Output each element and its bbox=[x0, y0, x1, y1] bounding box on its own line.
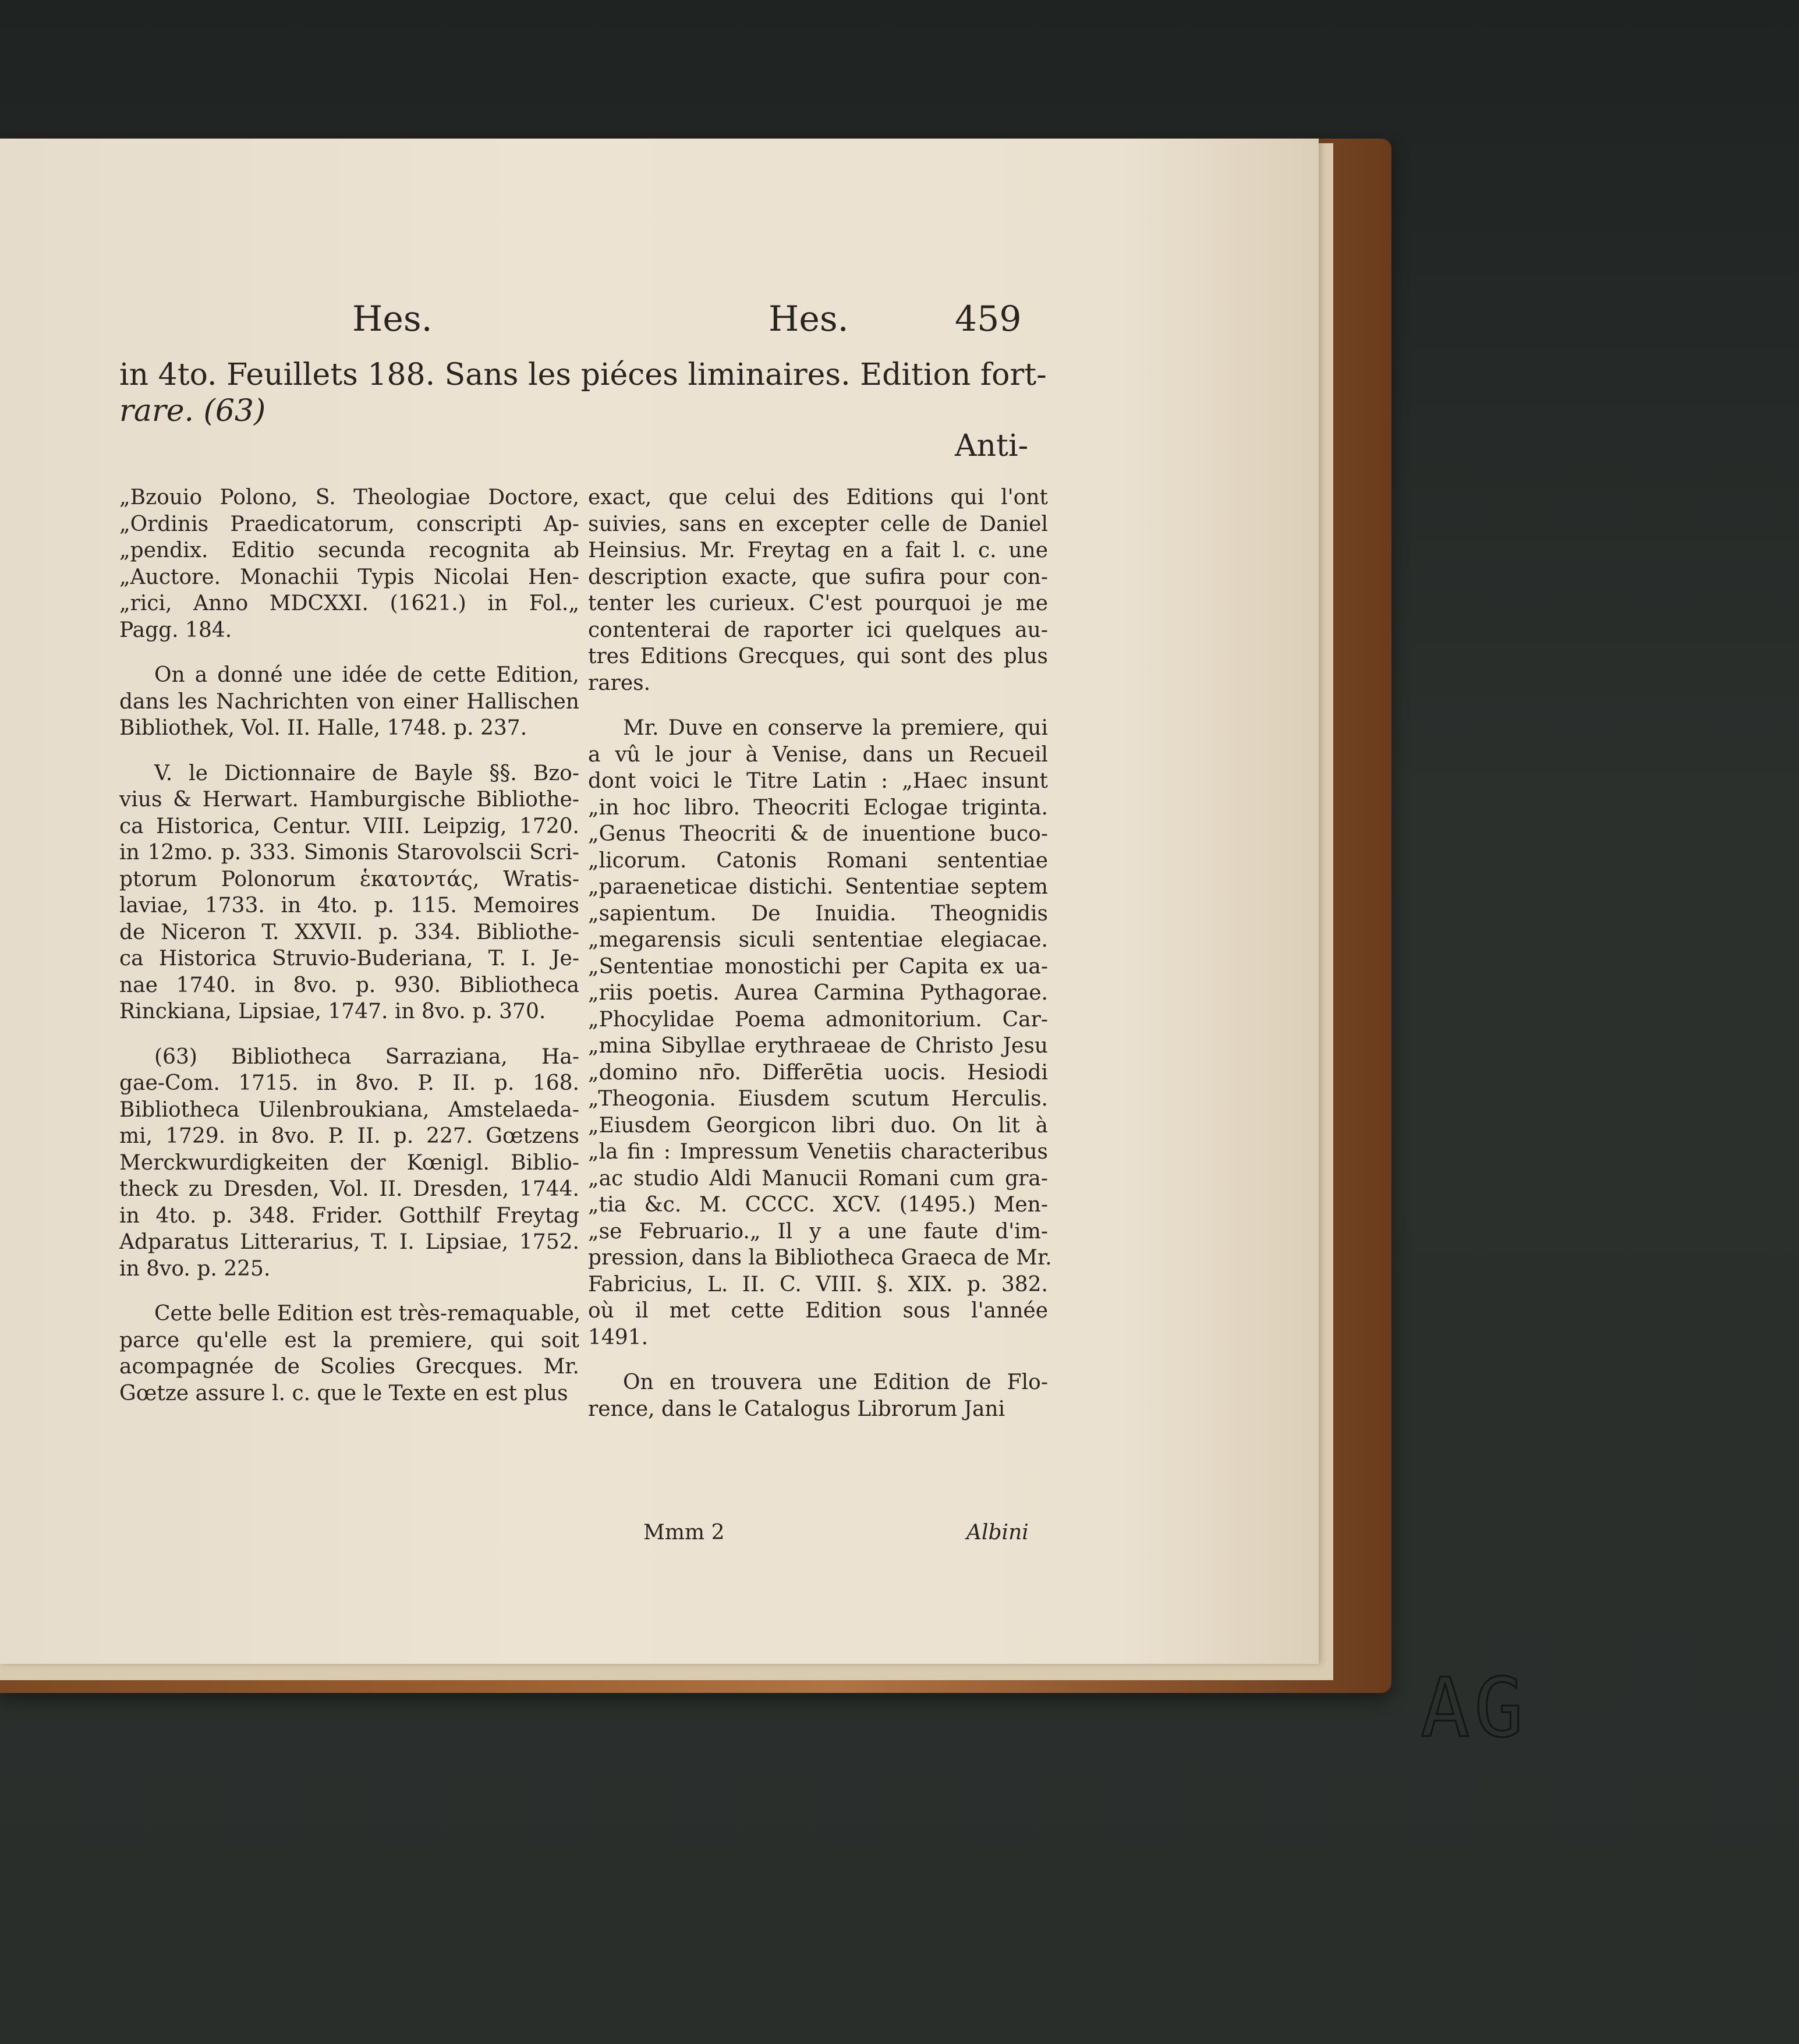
text-line: Bibliotheca Uilenbroukiana, Amstelaeda- bbox=[119, 1097, 579, 1122]
paragraph-gap bbox=[588, 696, 1048, 715]
text-line: Cette belle Edition est très-remaquable, bbox=[154, 1302, 581, 1326]
intro-line-2: rare. (63) bbox=[119, 394, 266, 428]
text-line: Gœtze assure l. c. que le Texte en est plus bbox=[119, 1381, 568, 1405]
text-line: „rici, Anno MDCXXI. (1621.) in Fol.„ bbox=[119, 591, 579, 615]
text-line: tres Editions Grecques, qui sont des plus bbox=[588, 644, 1048, 668]
text-line: dont voici le Titre Latin : „Haec insunt bbox=[588, 769, 1048, 793]
scanner-edge-ruler bbox=[1764, 0, 1799, 2044]
text-line: exact, que celui des Editions qui l'ont bbox=[588, 486, 1048, 509]
text-line: „sapientum. De Inuidia. Theognidis bbox=[588, 901, 1048, 926]
text-line: „la fin : Impressum Venetiis characteribus bbox=[588, 1140, 1048, 1164]
text-line: „pendix. Editio secunda recognita ab bbox=[119, 539, 579, 562]
text-line: „in hoc libro. Theocriti Eclogae triginta. bbox=[588, 795, 1048, 820]
text-line: V. le Dictionnaire de Bayle §§. Bzo- bbox=[154, 761, 579, 785]
text-line: Pagg. 184. bbox=[119, 618, 232, 642]
intro-line-1: in 4to. Feuillets 188. Sans les piéces liminaires. Edition fort- bbox=[119, 357, 1047, 392]
text-line: „paraeneticae distichi. Sententiae septem bbox=[588, 875, 1048, 899]
text-line: rence, dans le Catalogus Librorum Jani bbox=[588, 1397, 1005, 1421]
text-line: ptorum Polonorum ἑκατοντάς, Wratis- bbox=[119, 867, 579, 891]
text-line: acompagnée de Scolies Grecques. Mr. bbox=[119, 1355, 579, 1379]
scan-stamp: AG bbox=[1421, 1661, 1528, 1756]
text-line: pression, dans la Bibliotheca Graeca de Mr. bbox=[588, 1246, 1052, 1270]
text-line: Heinsius. Mr. Freytag en a fait l. c. une bbox=[588, 539, 1048, 562]
text-line: Merckwurdigkeiten der Kœnigl. Biblio- bbox=[119, 1150, 579, 1175]
text-line: „Phocylidae Poema admonitorium. Car- bbox=[588, 1007, 1048, 1032]
text-line: in 4to. p. 348. Frider. Gotthilf Freytag bbox=[119, 1203, 579, 1228]
catchword-top: Anti- bbox=[955, 428, 1029, 463]
paragraph-gap bbox=[119, 1025, 579, 1044]
text-line: vius & Herwart. Hamburgische Bibliothe- bbox=[119, 788, 579, 812]
paragraph-gap bbox=[119, 1282, 579, 1301]
text-line: rares. bbox=[588, 671, 651, 695]
right-column bbox=[588, 484, 1052, 1422]
text-line: description exacte, que sufira pour con- bbox=[588, 565, 1048, 589]
text-line: „Genus Theocriti & de inuentione buco- bbox=[588, 822, 1048, 846]
text-line: parce qu'elle est la premiere, qui soit bbox=[119, 1328, 579, 1352]
signature-mark: Mmm 2 bbox=[643, 1521, 725, 1544]
text-line: de Niceron T. XXVII. p. 334. Bibliothe- bbox=[119, 920, 579, 944]
text-line: (63) Bibliotheca Sarraziana, Ha- bbox=[154, 1044, 579, 1069]
catchword-bottom: Albini bbox=[966, 1521, 1029, 1544]
text-line: Rinckiana, Lipsiae, 1747. in 8vo. p. 370. bbox=[119, 1000, 546, 1023]
text-line: in 8vo. p. 225. bbox=[119, 1256, 271, 1281]
left-column bbox=[119, 484, 579, 1407]
text-line: „Auctore. Monachii Typis Nicolai Hen- bbox=[119, 565, 579, 589]
text-line: 1491. bbox=[588, 1325, 649, 1349]
running-head-left: Hes. bbox=[352, 299, 433, 339]
text-line: tenter les curieux. C'est pourquoi je me bbox=[588, 591, 1048, 615]
text-line: in 12mo. p. 333. Simonis Starovolscii Scri- bbox=[119, 841, 579, 865]
book-page bbox=[0, 139, 1319, 1664]
text-line: a vû le jour à Venise, dans un Recueil bbox=[588, 742, 1048, 767]
text-line: „megarensis siculi sententiae elegiacae. bbox=[588, 928, 1048, 952]
text-line: „Sententiae monostichi per Capita ex ua- bbox=[588, 954, 1048, 979]
text-line: „Bzouio Polono, S. Theologiae Doctore, bbox=[119, 486, 579, 509]
text-line: où il met cette Edition sous l'année bbox=[588, 1299, 1048, 1323]
text-line: laviae, 1733. in 4to. p. 115. Memoires bbox=[119, 894, 579, 918]
text-line: ca Historica Struvio-Buderiana, T. I. Je- bbox=[119, 947, 579, 970]
text-line: „tia &c. M. CCCC. XCV. (1495.) Men- bbox=[588, 1193, 1048, 1217]
text-line: „Eiusdem Georgicon libri duo. On lit à bbox=[588, 1113, 1048, 1138]
text-line: On en trouvera une Edition de Flo- bbox=[623, 1370, 1048, 1394]
text-line: suivies, sans en excepter celle de Daniel bbox=[588, 512, 1048, 536]
running-head-center: Hes. bbox=[769, 299, 849, 339]
text-line: „se Februario.„ Il y a une faute d'im- bbox=[588, 1219, 1048, 1244]
text-line: „riis poetis. Aurea Carmina Pythagorae. bbox=[588, 981, 1048, 1005]
text-line: Mr. Duve en conserve la premiere, qui bbox=[623, 716, 1048, 740]
text-line: „mina Sibyllae erythraeae de Christo Jesu bbox=[588, 1034, 1048, 1058]
text-line: „licorum. Catonis Romani sententiae bbox=[588, 848, 1048, 873]
text-line: „domino nr̄o. Differētia uocis. Hesiodi bbox=[588, 1060, 1048, 1085]
text-line: dans les Nachrichten von einer Hallischen bbox=[119, 689, 579, 714]
paragraph-gap bbox=[588, 1351, 1048, 1369]
paragraph-gap bbox=[119, 643, 579, 662]
text-line: „ac studio Aldi Manucii Romani cum gra- bbox=[588, 1166, 1048, 1191]
paragraph-gap bbox=[119, 742, 579, 760]
text-line: „Theogonia. Eiusdem scutum Herculis. bbox=[588, 1087, 1048, 1111]
text-line: On a donné une idée de cette Edition, bbox=[154, 663, 579, 687]
text-line: ca Historica, Centur. VIII. Leipzig, 1720. bbox=[119, 814, 579, 838]
text-line: Bibliothek, Vol. II. Halle, 1748. p. 237. bbox=[119, 716, 527, 740]
text-line: gae-Com. 1715. in 8vo. P. II. p. 168. bbox=[119, 1071, 579, 1095]
text-line: Fabricius, L. II. C. VIII. §. XIX. p. 382. bbox=[588, 1272, 1048, 1296]
text-line: nae 1740. in 8vo. p. 930. Bibliotheca bbox=[119, 973, 579, 997]
text-line: mi, 1729. in 8vo. P. II. p. 227. Gœtzens bbox=[119, 1124, 579, 1148]
text-line: „Ordinis Praedicatorum, conscripti Ap- bbox=[119, 512, 579, 536]
text-line: contenterai de raporter ici quelques au- bbox=[588, 618, 1048, 642]
page-number: 459 bbox=[955, 299, 1022, 339]
text-line: theck zu Dresden, Vol. II. Dresden, 1744. bbox=[119, 1177, 579, 1201]
text-line: Adparatus Litterarius, T. I. Lipsiae, 1752. bbox=[119, 1230, 579, 1254]
